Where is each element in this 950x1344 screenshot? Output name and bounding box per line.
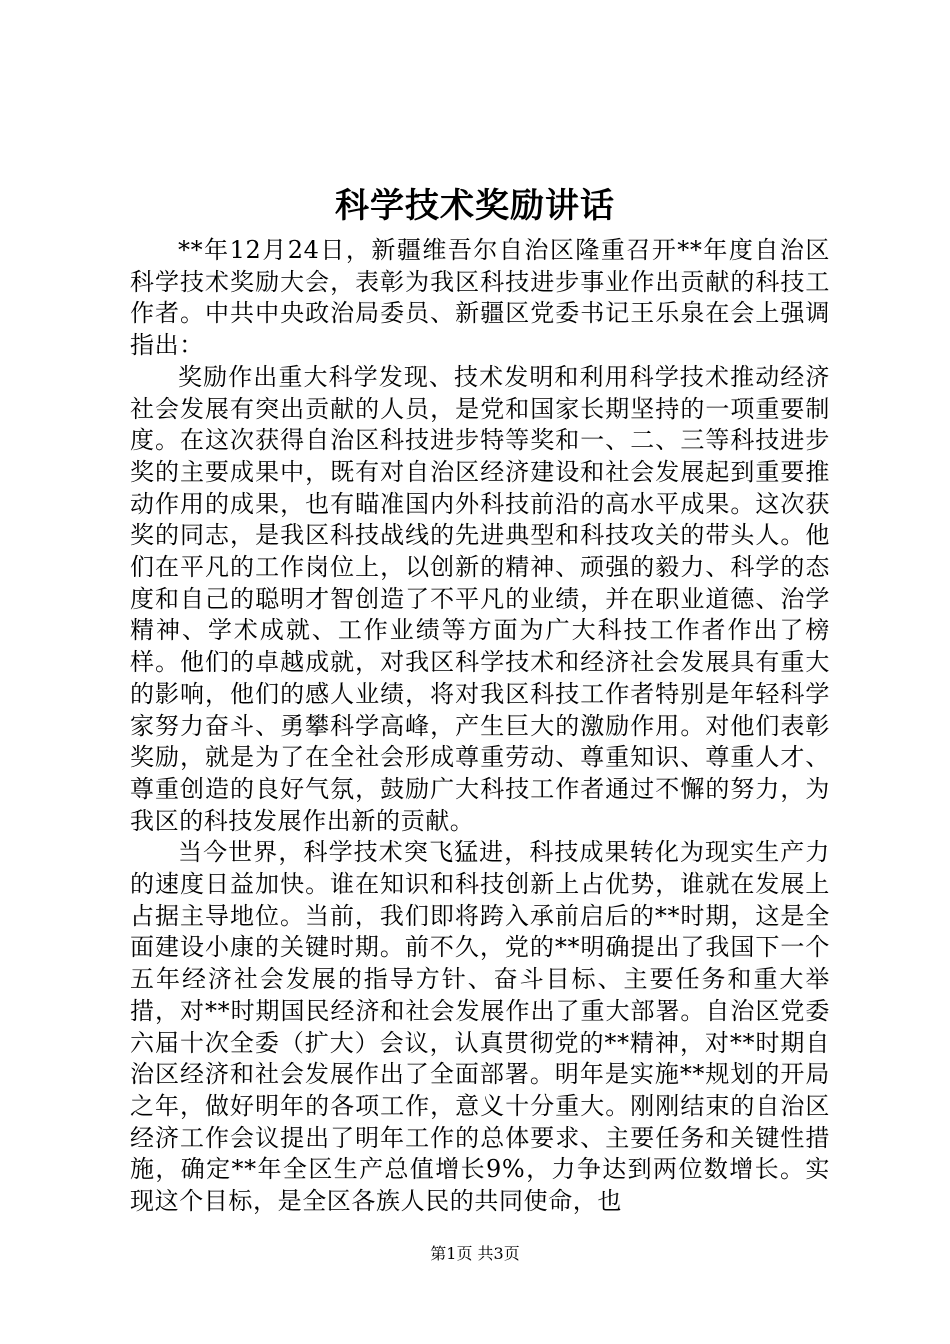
document-title: 科学技术奖励讲话 (335, 186, 615, 226)
paragraph-awards: 奖励作出重大科学发现、技术发明和利用科学技术推动经济社会发展有突出贡献的人员，是党和国家长期坚持的一项重要制度。在这次获得自治区科技进步特等奖和一、二、三等科技进步奖的主要成果中，既有对自治区经济建设和社会发展起到重要推动作用的成果，也有瞄准国内外科技前沿的高水平成果。这次获奖的同志，是我区科技战线的先进典型和科技攻关的带头人。他们在平凡的工作岗位上，以创新的精神、顽强的毅力、科学的态度和自己的聪明才智创造了不平凡的业绩，并在职业道德、治学精神、学术成就、工作业绩等方面为广大科技工作者作出了榜样。他们的卓越成就，对我区科学技术和经济社会发展具有重大的影响，他们的感人业绩，将对我区科技工作者特别是年轻科学家努力奋斗、勇攀科学高峰，产生巨大的激励作用。对他们表彰奖励，就是为了在全社会形成尊重劳动、尊重知识、尊重人才、尊重创造的良好气氛，鼓励广大科技工作者通过不懈的努力，为我区的科技发展作出新的贡献。 (130, 362, 830, 835)
paragraph-world: 当今世界，科学技术突飞猛进，科技成果转化为现实生产力的速度日益加快。谁在知识和科技创新上占优势，谁就在发展上占据主导地位。当前，我们即将跨入承前启后的**时期，这是全面建设小康的关键时期。前不久，党的**明确提出了我国下一个五年经济社会发展的指导方针、奋斗目标、主要任务和重大举措，对**时期国民经济和社会发展作出了重大部署。自治区党委六届十次全委（扩大）会议，认真贯彻党的**精神，对**时期自治区经济和社会发展作出了全面部署。明年是实施**规划的开局之年，做好明年的各项工作，意义十分重大。刚刚结束的自治区经济工作会议提出了明年工作的总体要求、主要任务和关键性措施，确定**年全区生产总值增长9%，力争达到两位数增长。实现这个目标，是全区各族人民的共同使命，也 (130, 838, 830, 1216)
document-body (130, 235, 830, 1218)
paragraph-intro: **年12月24日，新疆维吾尔自治区隆重召开**年度自治区科学技术奖励大会，表彰为我区科技进步事业作出贡献的科技工作者。中共中央政治局委员、新疆区党委书记王乐泉在会上强调指出： (130, 236, 830, 360)
page-footer: 第1页 共3页 (430, 1244, 520, 1263)
